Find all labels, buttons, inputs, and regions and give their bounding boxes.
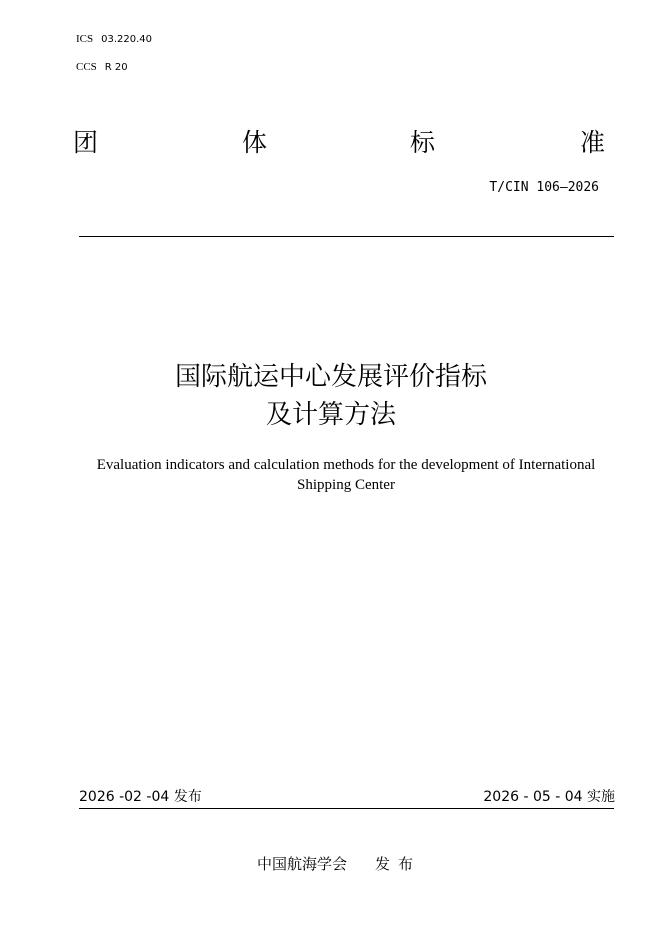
release-date: 2026 -02 -04 发布 xyxy=(79,789,202,805)
implementation-date: 2026 - 05 - 04 实施 xyxy=(483,789,615,805)
title-en-line-2: Shipping Center xyxy=(297,477,395,493)
title-en-line-1: Evaluation indicators and calculation methods for the development of International xyxy=(96,457,596,473)
standard-number: T/CIN 106—2026 xyxy=(489,180,599,195)
ccs-label: CCS xyxy=(76,61,97,73)
ics-code: 03.220.40 xyxy=(101,34,153,45)
ics-label: ICS xyxy=(76,33,94,45)
bottom-divider xyxy=(79,808,614,809)
standard-type-char: 体 xyxy=(242,128,268,157)
standard-type-char: 标 xyxy=(410,128,436,157)
title-cn-line-1: 国际航运中心发展评价指标 xyxy=(174,362,487,392)
title-cn-line-2: 及计算方法 xyxy=(265,400,396,430)
top-divider xyxy=(79,236,614,237)
standard-type-char: 准 xyxy=(580,128,606,157)
ics-line xyxy=(76,32,152,47)
standard-type-char: 团 xyxy=(73,128,99,157)
publisher-line xyxy=(257,854,421,874)
ccs-line xyxy=(76,60,128,75)
ccs-code: R 20 xyxy=(104,62,128,73)
publisher-action: 发布 xyxy=(375,855,422,873)
publisher-name: 中国航海学会 xyxy=(257,855,348,873)
